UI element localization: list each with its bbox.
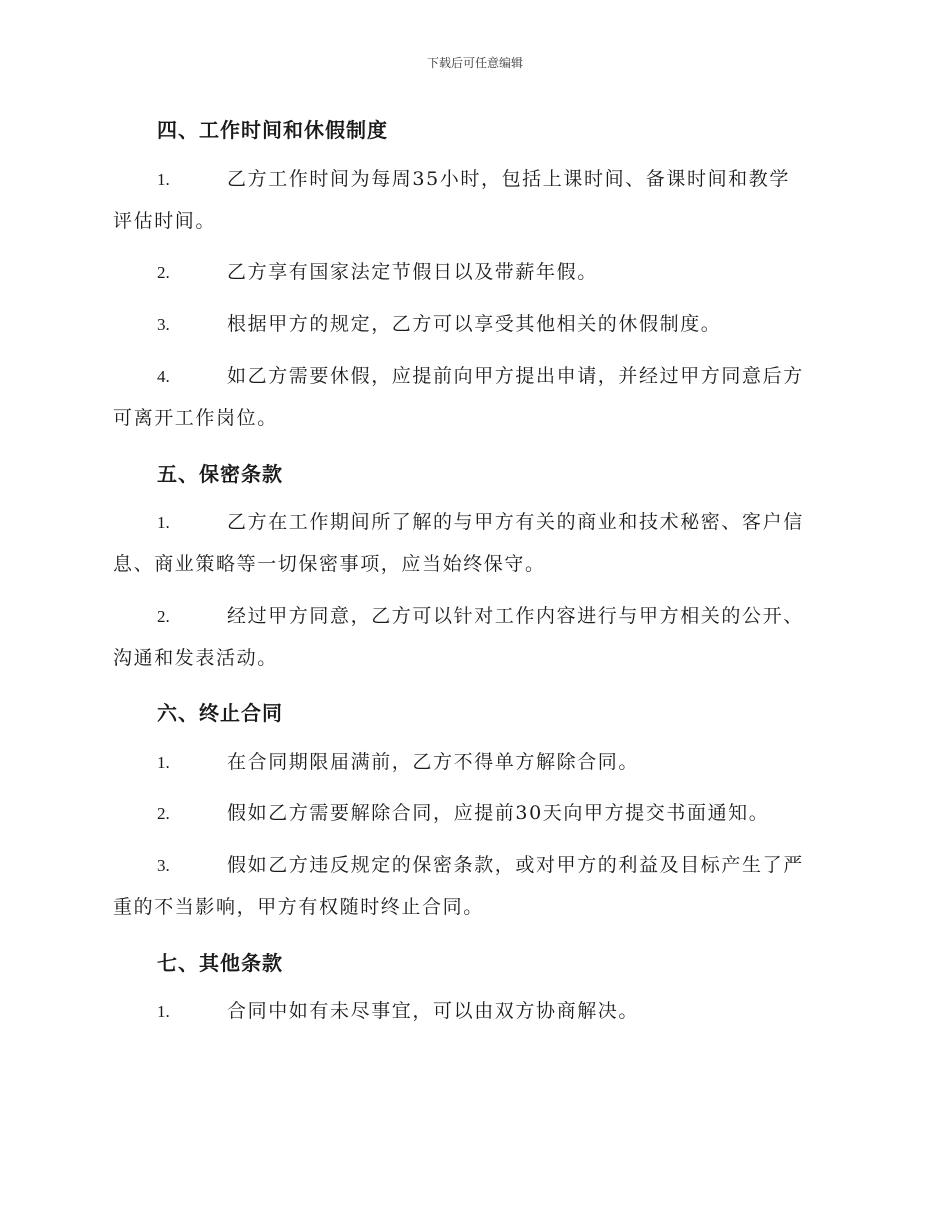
list-item bbox=[113, 251, 835, 293]
item-text-continued: 息、商业策略等一切保密事项，应当始终保守。 bbox=[113, 553, 546, 575]
item-number: 1. bbox=[157, 170, 170, 189]
list-item bbox=[113, 844, 835, 928]
item-text-continued: 沟通和发表活动。 bbox=[113, 647, 278, 669]
item-number: 3. bbox=[157, 856, 170, 875]
item-number: 4. bbox=[157, 367, 170, 386]
list-item bbox=[113, 158, 835, 242]
list-item bbox=[113, 355, 835, 439]
item-text: 假如乙方违反规定的保密条款，或对甲方的利益及目标产生了严 bbox=[227, 854, 804, 876]
item-text: 根据甲方的规定，乙方可以享受其他相关的休假制度。 bbox=[227, 313, 722, 335]
item-text: 乙方享有国家法定节假日以及带薪年假。 bbox=[227, 261, 598, 283]
list-item bbox=[113, 501, 835, 585]
section-heading: 五、保密条款 bbox=[157, 462, 283, 486]
item-number: 1. bbox=[157, 753, 170, 772]
item-text-continued: 重的不当影响，甲方有权随时终止合同。 bbox=[113, 896, 484, 918]
item-text: 乙方工作时间为每周35小时，包括上课时间、备课时间和教学 bbox=[227, 168, 790, 190]
list-item bbox=[113, 792, 835, 834]
item-number: 1. bbox=[157, 513, 170, 532]
section-heading: 四、工作时间和休假制度 bbox=[157, 118, 388, 142]
item-text: 如乙方需要休假，应提前向甲方提出申请，并经过甲方同意后方 bbox=[227, 365, 804, 387]
item-number: 2. bbox=[157, 607, 170, 626]
item-text-continued: 可离开工作岗位。 bbox=[113, 407, 278, 429]
item-text-continued: 评估时间。 bbox=[113, 210, 217, 232]
section-heading: 六、终止合同 bbox=[157, 701, 283, 725]
item-text: 假如乙方需要解除合同，应提前30天向甲方提交书面通知。 bbox=[227, 802, 770, 824]
item-number: 2. bbox=[157, 263, 170, 282]
page-header: 下载后可任意编辑 bbox=[426, 56, 523, 70]
item-number: 2. bbox=[157, 804, 170, 823]
item-text: 乙方在工作期间所了解的与甲方有关的商业和技术秘密、客户信 bbox=[227, 511, 804, 533]
section-heading: 七、其他条款 bbox=[157, 951, 283, 975]
list-item bbox=[113, 990, 835, 1032]
item-number: 1. bbox=[157, 1002, 170, 1021]
list-item bbox=[113, 595, 835, 679]
list-item bbox=[113, 741, 835, 783]
list-item bbox=[113, 303, 835, 345]
item-text: 在合同期限届满前，乙方不得单方解除合同。 bbox=[227, 751, 640, 773]
item-number: 3. bbox=[157, 315, 170, 334]
item-text: 经过甲方同意，乙方可以针对工作内容进行与甲方相关的公开、 bbox=[227, 605, 804, 627]
item-text: 合同中如有未尽事宜，可以由双方协商解决。 bbox=[227, 1000, 640, 1022]
